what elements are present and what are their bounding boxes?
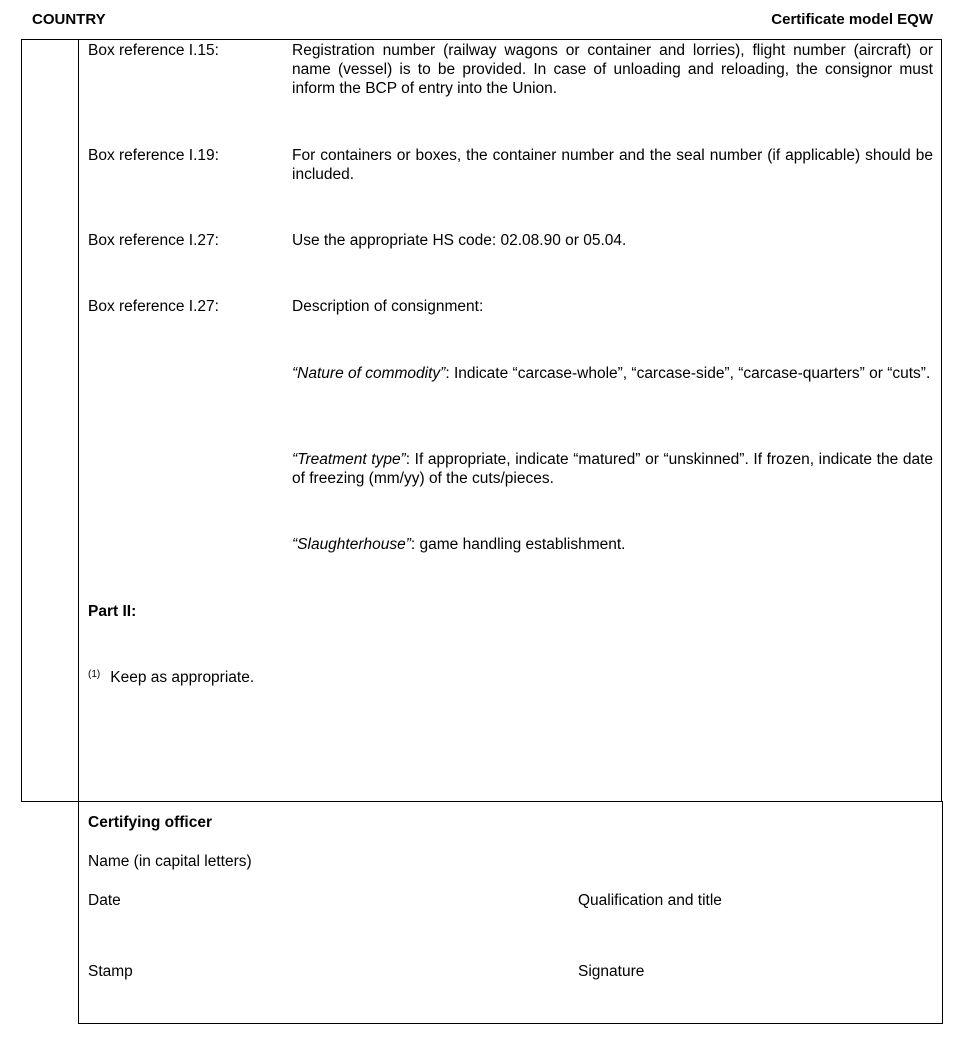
subnote-text: : game handling establishment.	[410, 536, 626, 553]
certifying-officer-box	[78, 801, 943, 1024]
margin-divider	[78, 39, 79, 802]
stamp-field-label: Stamp	[88, 963, 133, 980]
box-reference-text: Description of consignment:	[292, 298, 484, 315]
box-reference-label: Box reference I.27:	[88, 232, 219, 249]
footnote-marker: (1)	[88, 669, 101, 680]
certificate-model-heading: Certificate model EQW	[771, 11, 933, 28]
signature-field-label: Signature	[578, 963, 645, 980]
box-reference-label: Box reference I.15:	[88, 42, 219, 59]
subnote-term: “Nature of commodity”	[292, 365, 446, 382]
subnote-text: : If appropriate, indicate “matured” or “unskinned”. If frozen, indicate the date of freezing (mm/yy) of the cuts/pieces.	[292, 451, 933, 487]
subnote-term: “Slaughterhouse”	[292, 536, 411, 553]
certifying-officer-title: Certifying officer	[88, 814, 213, 831]
box-reference-text: Use the appropriate HS code: 02.08.90 or 05.04.	[292, 232, 627, 249]
box-reference-text: Registration number (railway wagons or container and lorries), flight number (aircraft) or name (vessel) is to be provided. In case of unloading and reloading, the consignor must inform the BCP of entry into the Union.	[292, 42, 933, 97]
subnote-slaughterhouse	[292, 535, 933, 554]
subnote-treatment-type	[292, 450, 933, 488]
country-heading: COUNTRY	[32, 11, 106, 28]
name-field-label: Name (in capital letters)	[88, 853, 252, 870]
part-two-title: Part II:	[88, 603, 137, 620]
box-reference-label: Box reference I.19:	[88, 147, 219, 164]
date-field-label: Date	[88, 892, 121, 909]
box-reference-label: Box reference I.27:	[88, 298, 219, 315]
subnote-term: “Treatment type”	[292, 451, 406, 468]
footnote-text: Keep as appropriate.	[110, 669, 255, 686]
qualification-field-label: Qualification and title	[578, 892, 722, 909]
box-reference-text: For containers or boxes, the container number and the seal number (if applicable) should be included.	[292, 147, 933, 183]
subnote-text: : Indicate “carcase-whole”, “carcase-side”, “carcase-quarters” or “cuts”.	[445, 365, 931, 382]
subnote-nature-of-commodity	[292, 364, 933, 383]
footnote	[88, 668, 254, 689]
